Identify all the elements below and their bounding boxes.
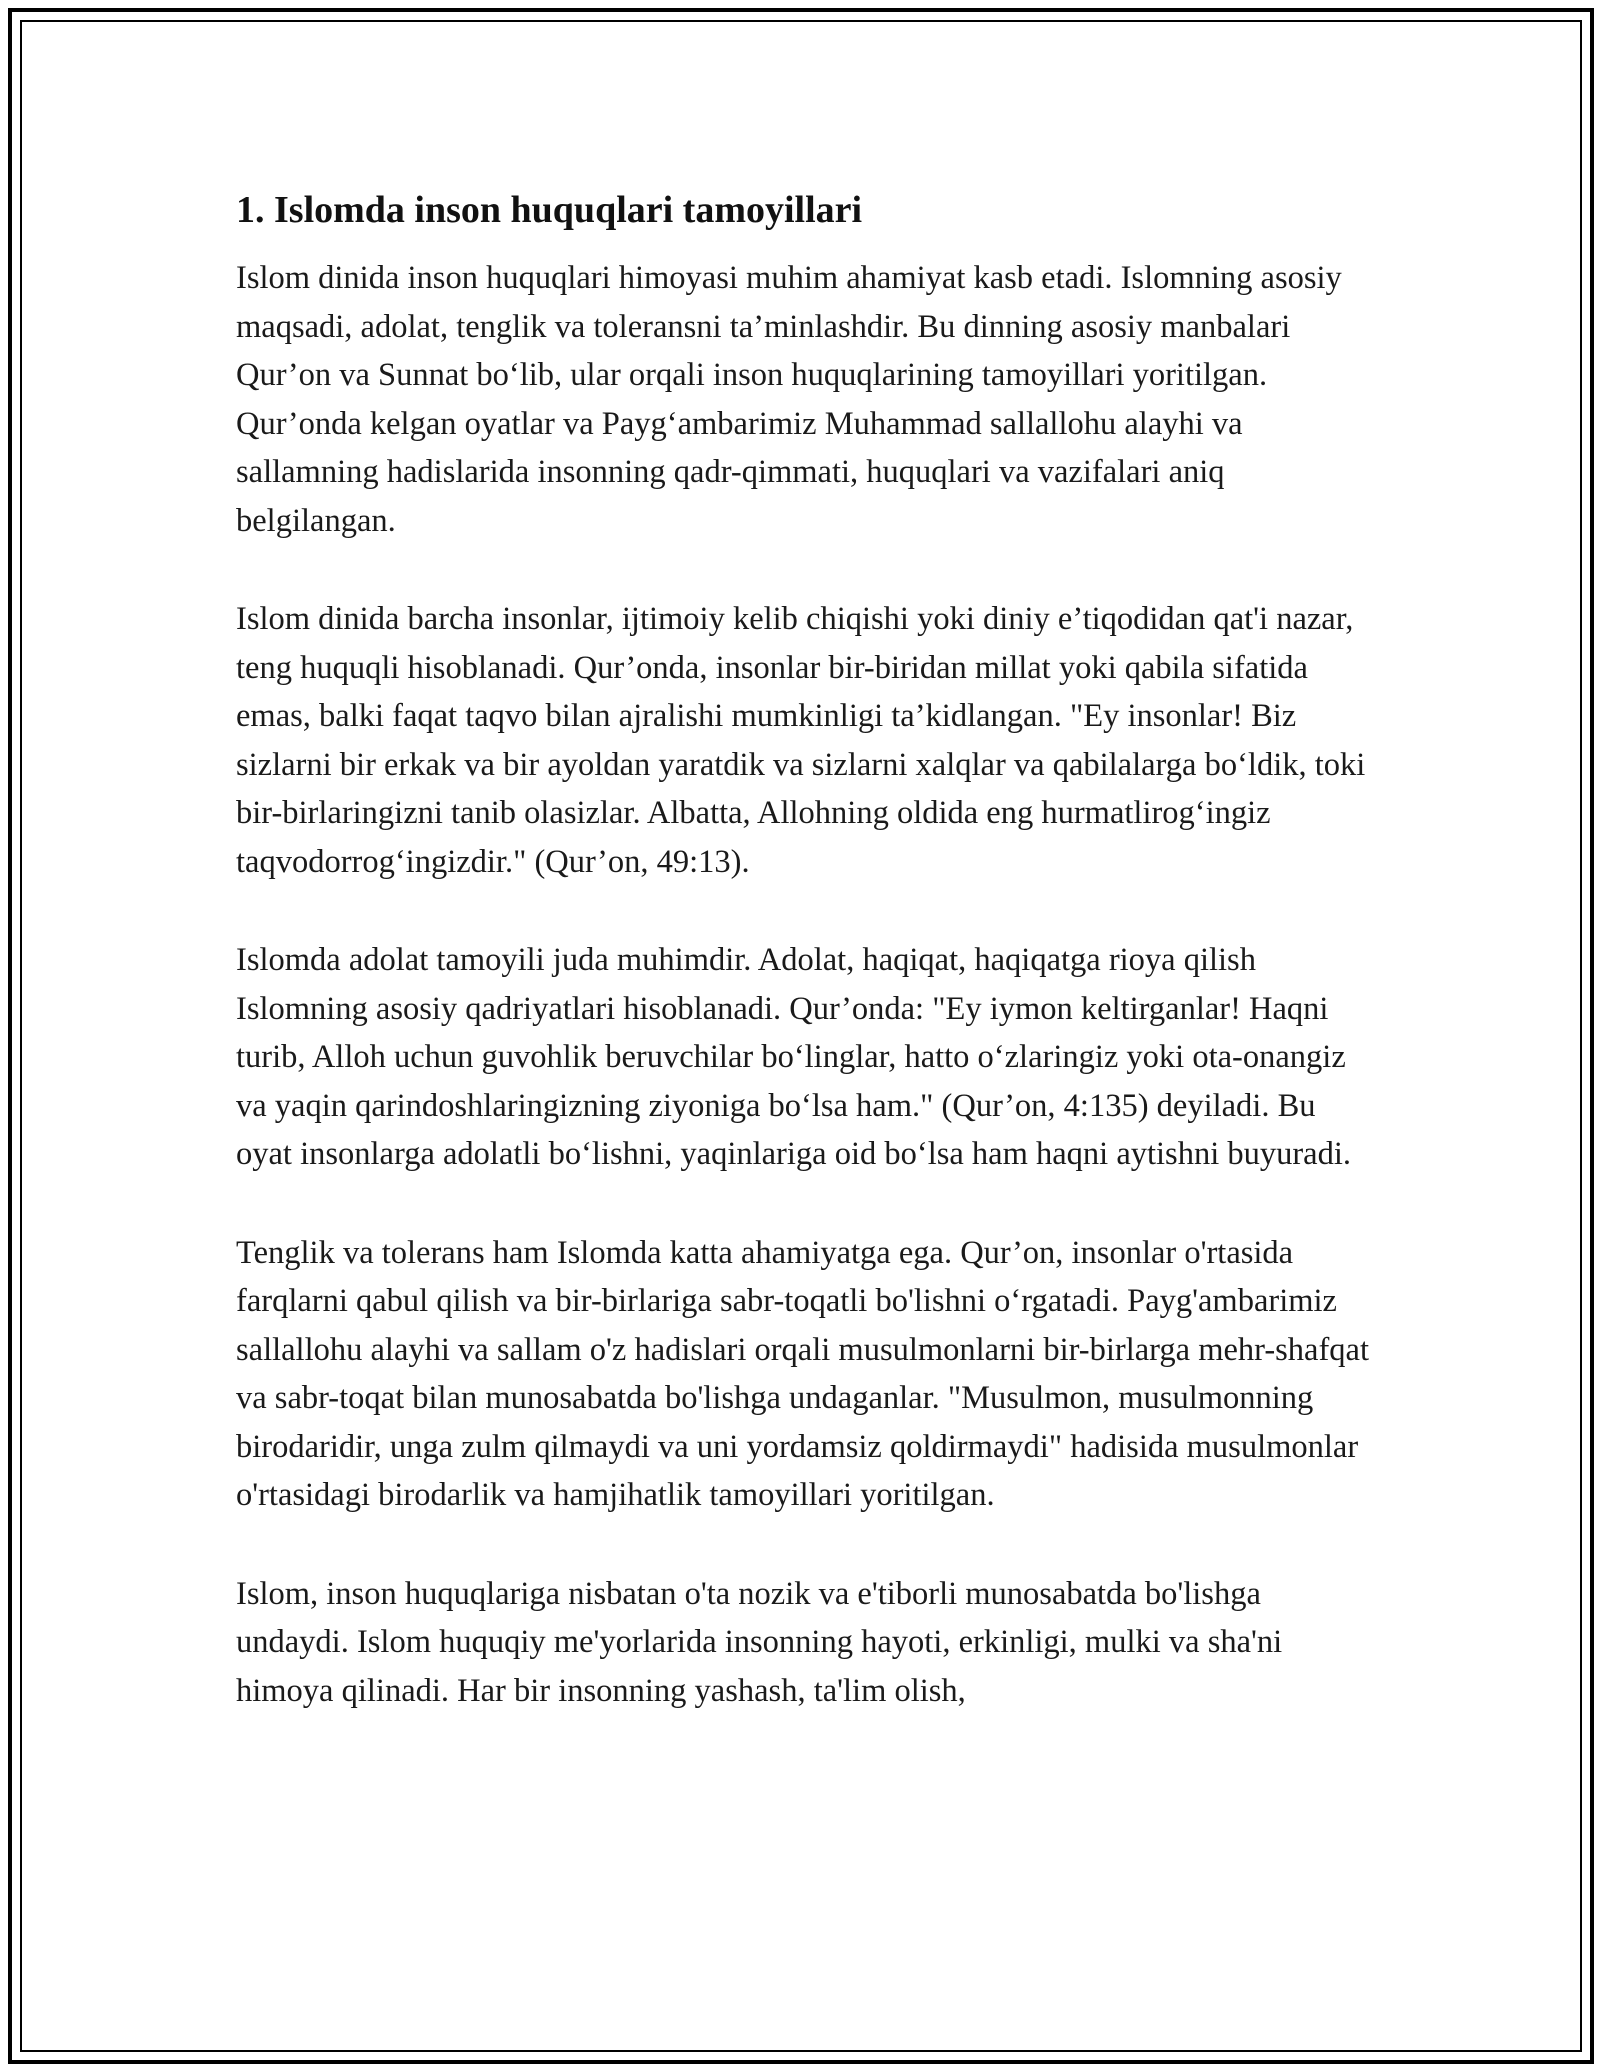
paragraph-3: Islomda adolat tamoyili juda muhimdir. Adolat, haqiqat, haqiqatga rioya qilish Islomning asosiy qadriyatlari hisoblanadi. Qur’onda: "Ey iymon keltirganlar! Haqni turib, Alloh uchun guvohlik beruvchilar bo‘linglar, hatto o‘zlaringiz yoki ota-onangiz va yaqin qarindoshlaringizning ziyoniga bo‘lsa ham." (Qur’on, 4:135) deyiladi. Bu oyat insonlarga adolatli bo‘lishni, yaqinlariga oid bo‘lsa ham haqni aytishni buyuradi. xyxy=(236,942,1352,1172)
paragraph-1: Islom dinida inson huquqlari himoyasi muhim ahamiyat kasb etadi. Islomning asosiy maqsadi, adolat, tenglik va toleransni ta’minlashdir. Bu dinning asosiy manbalari Qur’on va Sunnat bo‘lib, ular orqali inson huquqlarining tamoyillari yoritilgan. Qur’onda kelgan oyatlar va Payg‘ambarimiz Muhammad sallallohu alayhi va sallamning hadislarida insonning qadr-qimmati, huquqlari va vazifalari aniq belgilangan. xyxy=(236,260,1342,539)
paragraph-2: Islom dinida barcha insonlar, ijtimoiy kelib chiqishi yoki diniy e’tiqodidan qat'i nazar, teng huquqli hisoblanadi. Qur’onda, insonlar bir-biridan millat yoki qabila sifatida emas, balki faqat taqvo bilan ajralishi mumkinligi ta’kidlangan. "Ey insonlar! Biz sizlarni bir erkak va bir ayoldan yaratdik va sizlarni xalqlar va qabilalarga bo‘ldik, toki bir-birlaringizni tanib olasizlar. Albatta, Allohning oldida eng hurmatlirog‘ingiz taqvodorrog‘ingizdir." (Qur’on, 49:13). xyxy=(236,601,1366,880)
section-heading: 1. Islomda inson huquqlari tamoyillari xyxy=(236,189,863,231)
document-body xyxy=(236,186,1376,1765)
paragraph-4: Tenglik va tolerans ham Islomda katta ahamiyatga ega. Qur’on, insonlar o'rtasida farqlarni qabul qilish va bir-birlariga sabr-toqatli bo'lishni o‘rgatadi. Payg'ambarimiz sallallohu alayhi va sallam o'z hadislari orqali musulmonlarni bir-birlarga mehr-shafqat va sabr-toqat bilan munosabatda bo'lishga undaganlar. "Musulmon, musulmonning birodaridir, unga zulm qilmaydi va uni yordamsiz qoldirmaydi" hadisida musulmonlar o'rtasidagi birodarlik va hamjihatlik tamoyillari yoritilgan. xyxy=(236,1234,1369,1513)
paragraph-5: Islom, inson huquqlariga nisbatan o'ta nozik va e'tiborli munosabatda bo'lishga undaydi. Islom huquqiy me'yorlarida insonning hayoti, erkinligi, mulki va sha'ni himoya qilinadi. Har bir insonning yashash, ta'lim olish, xyxy=(236,1575,1283,1709)
